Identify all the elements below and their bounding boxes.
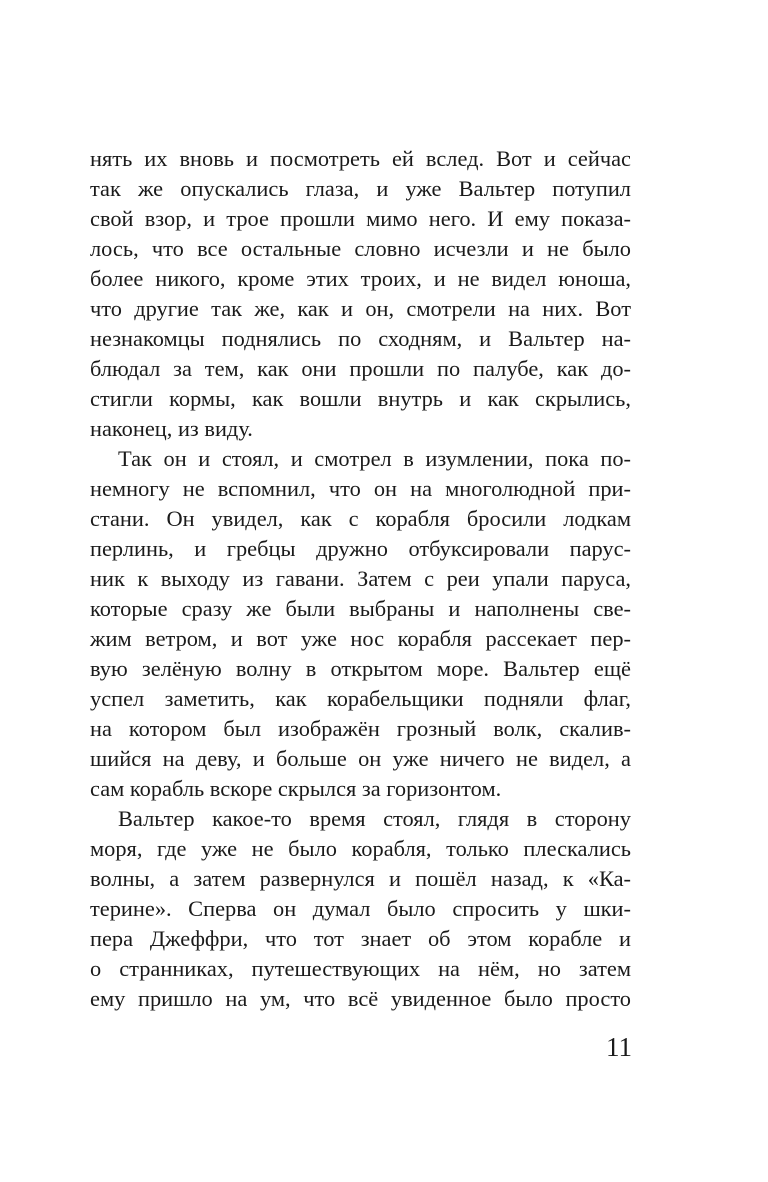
text-line: лось, что все остальные словно исчезли и не было	[90, 236, 631, 261]
text-line: ему пришло на ум, что всё увиденное было просто	[90, 986, 631, 1011]
text-line: перлинь, и гребцы дружно отбуксировали парус-	[90, 536, 631, 561]
text-line: моря, где уже не было корабля, только плескались	[90, 836, 631, 861]
paragraph	[90, 444, 631, 804]
text-line: жим ветром, и вот уже нос корабля рассекает пер-	[90, 626, 631, 651]
text-line: сам корабль вскоре скрылся за горизонтом.	[90, 776, 502, 801]
paragraph	[90, 144, 631, 444]
text-line: так же опускались глаза, и уже Вальтер потупил	[90, 176, 631, 201]
paragraph	[90, 804, 631, 1014]
text-line: стани. Он увидел, как с корабля бросили лодкам	[90, 506, 631, 531]
text-line: немногу не вспомнил, что он на многолюдной при-	[90, 476, 631, 501]
text-line: успел заметить, как корабельщики подняли флаг,	[90, 686, 631, 711]
text-line: вую зелёную волну в открытом море. Вальтер ещё	[90, 656, 631, 681]
text-line: свой взор, и трое прошли мимо него. И ему показа-	[90, 206, 631, 231]
text-line: на котором был изображён грозный волк, скалив-	[90, 716, 631, 741]
text-line: блюдал за тем, как они прошли по палубе, как до-	[90, 356, 631, 381]
text-line: что другие так же, как и он, смотрели на них. Вот	[90, 296, 631, 321]
text-line: ник к выходу из гавани. Затем с реи упали паруса,	[90, 566, 631, 591]
text-line: шийся на деву, и больше он уже ничего не видел, а	[90, 746, 631, 771]
text-line: о странниках, путешествующих на нём, но затем	[90, 956, 631, 981]
text-line: пера Джеффри, что тот знает об этом корабле и	[90, 926, 631, 951]
page-number: 11	[606, 1032, 632, 1062]
text-line: которые сразу же были выбраны и наполнены све-	[90, 596, 631, 621]
text-line: нять их вновь и посмотреть ей вслед. Вот и сейчас	[90, 146, 631, 171]
text-line: Так он и стоял, и смотрел в изумлении, пока по-	[118, 446, 631, 471]
text-line: незнакомцы поднялись по сходням, и Вальтер на-	[90, 326, 631, 351]
text-line: терине». Сперва он думал было спросить у шки-	[90, 896, 631, 921]
text-line: волны, а затем развернулся и пошёл назад, к «Ка-	[90, 866, 631, 891]
text-line: стигли кормы, как вошли внутрь и как скрылись,	[90, 386, 631, 411]
text-line: Вальтер какое-то время стоял, глядя в сторону	[118, 806, 631, 831]
text-line: наконец, из виду.	[90, 416, 253, 441]
text-line: более никого, кроме этих троих, и не видел юноша,	[90, 266, 631, 291]
body-text	[90, 144, 631, 1014]
